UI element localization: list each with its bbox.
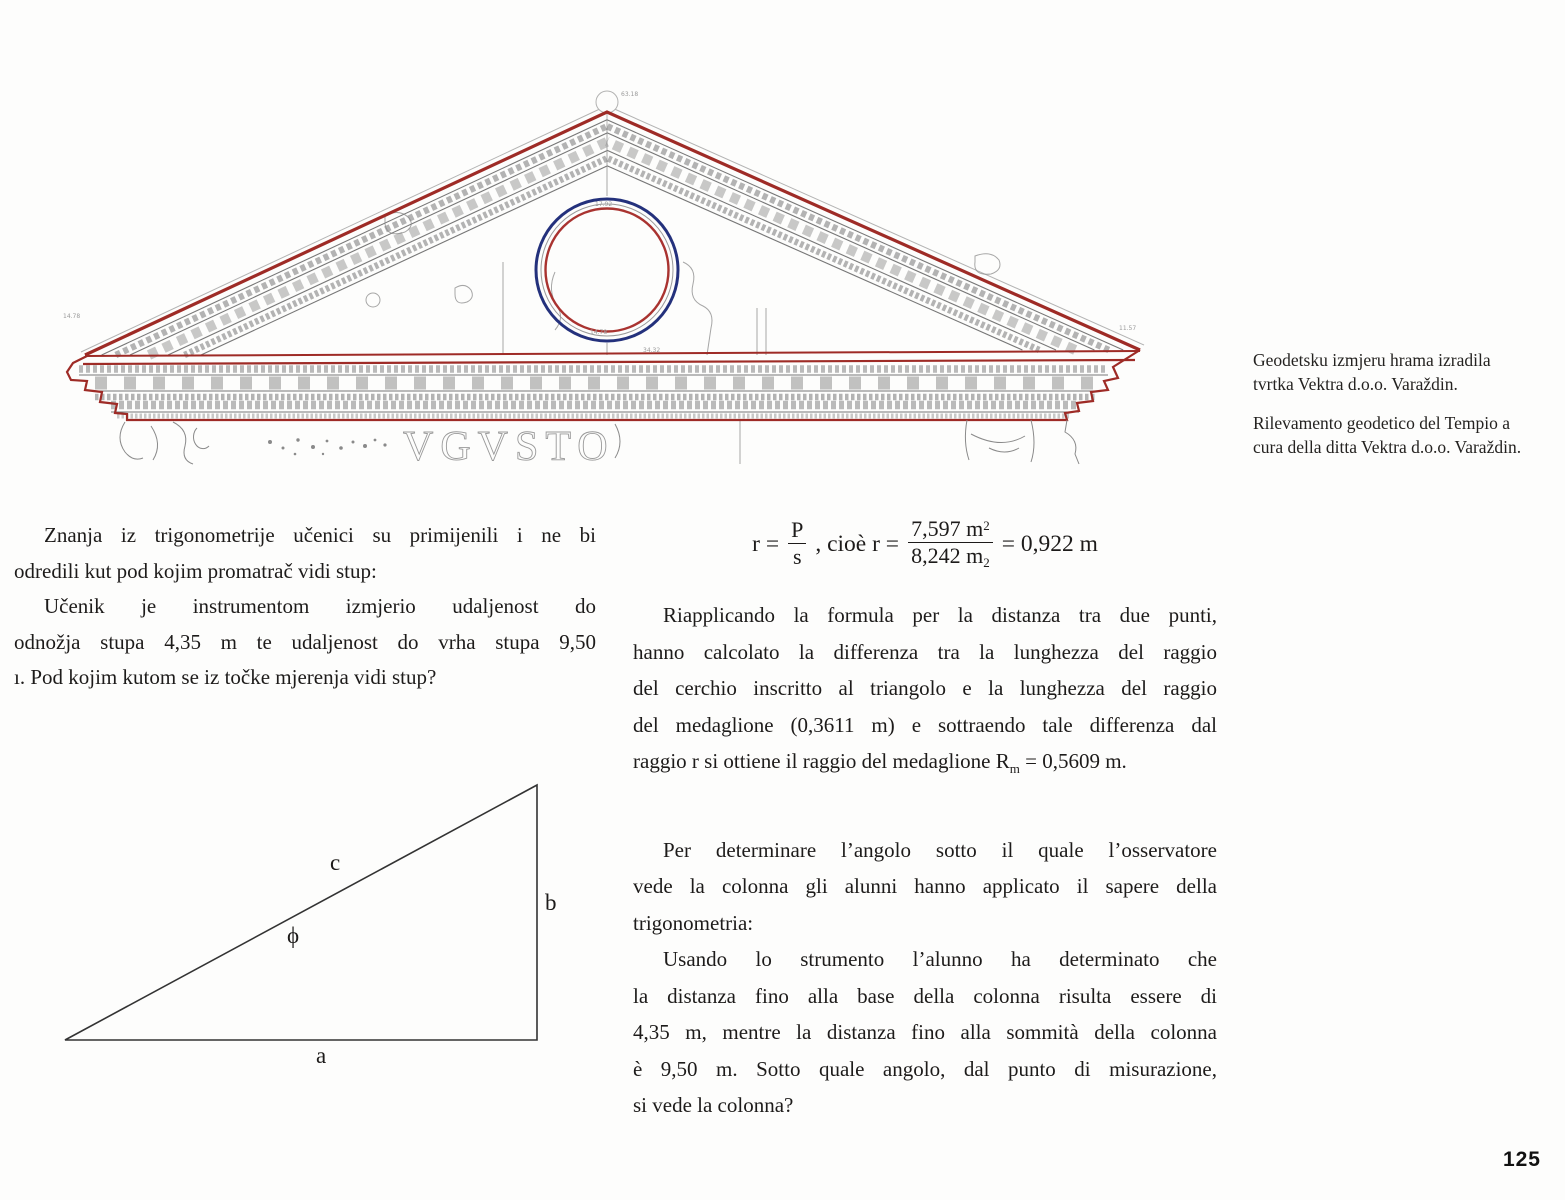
fraction-numerator: 7,597 $m^2$: [908, 517, 993, 543]
text-line: si vede la colonna?: [633, 1093, 794, 1118]
dimension-label: 63.18: [621, 91, 639, 98]
formula-fraction-values: [908, 517, 993, 570]
fraction-denominator: 8,242 m2: [911, 543, 990, 571]
text-line: la distanza fino alla base della colonna risulta essere di: [633, 983, 1217, 1008]
dimension-label: 11.57: [1119, 325, 1137, 332]
fraction-denominator: s: [792, 544, 802, 569]
formula-mid: , cioè r =: [815, 530, 900, 557]
overlay-entablature-top: [83, 360, 1135, 364]
text-line: vede la colonna gli alunni hanno applicato il sapere della: [633, 874, 1217, 899]
dimension-label: 34.32: [643, 347, 661, 354]
apex-ornament: [596, 91, 618, 113]
fraction-numerator: P: [788, 518, 806, 544]
text-line: hanno calcolato la differenza tra la lunghezza del raggio: [633, 639, 1217, 664]
label-side-b: b: [545, 890, 557, 915]
overlay-triangle-base: [85, 351, 1140, 356]
caption-it-line2: cura della ditta Vektra d.o.o. Varaždin.: [1253, 436, 1522, 457]
text-line: 4,35 m, mentre la distanza fino alla sommità della colonna: [633, 1020, 1217, 1045]
tympanum-cracks: [366, 124, 1000, 464]
caption-italian: [1253, 412, 1563, 459]
text-line: odnožja stupa 4,35 m te udaljenost do vrha stupa 9,50: [14, 629, 596, 654]
entablature-bands: [79, 369, 1108, 416]
triangle-svg: [40, 768, 585, 1073]
italian-text-column: [633, 597, 1217, 1124]
text-line: Riapplicando la formula per la distanza tra due punti,: [663, 603, 1217, 627]
text-line: odredili kut pod kojim promatrač vidi stup:: [14, 558, 377, 583]
caption-hr-line2: tvrtka Vektra d.o.o. Varaždin.: [1253, 373, 1458, 394]
text-line: del cerchio inscritto al triangolo e la lunghezza del raggio: [633, 676, 1217, 700]
page-number: 125: [1502, 1148, 1541, 1171]
text-line: ı. Pod kojim kutom se iz točke mjerenja vidi stup?: [14, 665, 437, 689]
dimension-label: 14.78: [63, 313, 81, 320]
label-angle-phi: ϕ: [287, 923, 300, 948]
formula-result: = 0,922 m: [1001, 530, 1098, 557]
superscript: 2: [983, 518, 990, 534]
text-line: è 9,50 m. Sotto quale angolo, dal punto di misurazione,: [633, 1056, 1217, 1081]
dimension-label: 14.78: [590, 329, 608, 336]
caption-it-line1: Rilevamento geodetico del Tempio a: [1253, 413, 1510, 433]
frieze-ruin-sketch: [120, 420, 1079, 470]
text-line: raggio r si ottiene il raggio del medaglione $R_m = 0,5609$ m.: [633, 749, 1127, 777]
caption-croatian: [1253, 349, 1563, 396]
formula-lhs: r =: [752, 530, 780, 557]
text-line: Usando lo strumento l’alunno ha determinato che: [663, 947, 1217, 972]
caption-hr-line1: Geodetsku izmjeru hrama izradila: [1253, 350, 1491, 370]
text-line: Per determinare l’angolo sotto il quale l’osservatore: [663, 837, 1217, 862]
formula-fraction-ps: [788, 518, 806, 569]
medallion: [536, 199, 678, 341]
inscription-trace: VGVSTO: [403, 424, 615, 470]
figure-captions: [1253, 349, 1563, 475]
right-triangle-diagram: [40, 768, 585, 1073]
text-line: trigonometria:: [633, 910, 754, 935]
subscript: m: [1009, 761, 1020, 777]
medallion-circle-blue: [536, 199, 678, 341]
pediment-survey-figure: [55, 66, 1155, 470]
superscript: 2: [983, 555, 990, 571]
label-hypotenuse-c: c: [330, 850, 341, 875]
radius-formula: [633, 501, 1217, 587]
pediment-drawing: [55, 66, 1155, 470]
text-line: del medaglione (0,3611 m) e sottraendo tale differenza dal: [633, 712, 1217, 737]
triangle-outline: [65, 785, 537, 1040]
label-side-a: a: [316, 1043, 327, 1068]
column-capital-sketch: [965, 420, 1079, 464]
raking-cornice-bands: [102, 120, 1124, 355]
ruin-dots: [268, 438, 387, 455]
text-line: Znanja iz trigonometrije učenici su primijenili i ne bi: [44, 523, 596, 547]
dimension-label: 17.92: [595, 201, 613, 208]
text-line: Učenik je instrumentom izmjerio udaljenost do: [44, 594, 596, 618]
medallion-circle-red: [546, 209, 669, 332]
croatian-text-column: [14, 518, 596, 696]
